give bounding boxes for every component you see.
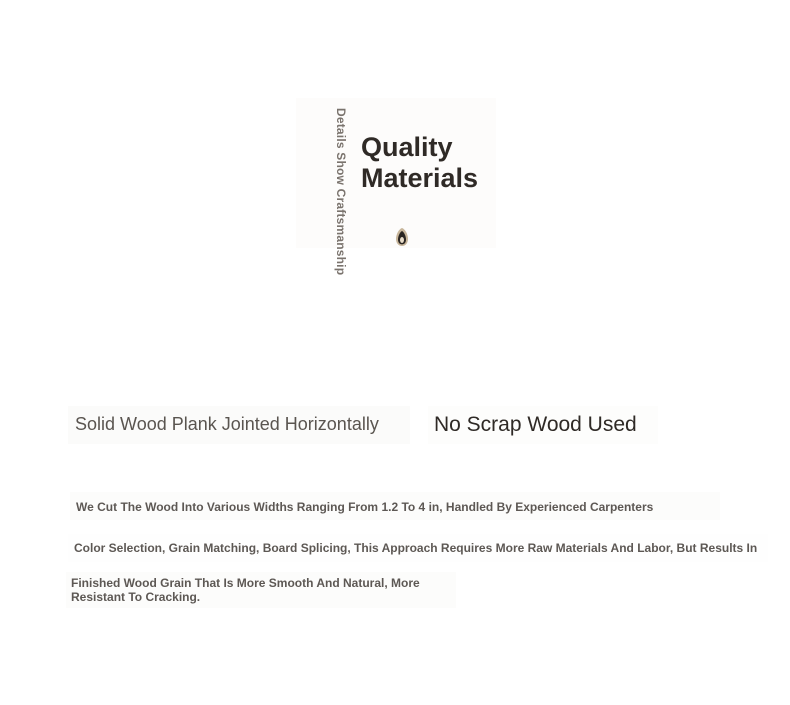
vertical-caption: Details Show Craftsmanship [334,108,348,276]
description-line-2 [68,534,768,562]
feature-tab-solid-wood-plank[interactable] [68,406,410,444]
feature-tab-no-scrap-wood[interactable] [428,406,658,444]
description-text: We Cut The Wood Into Various Widths Ranging From 1.2 To 4 in, Handled By Experienced Carpenters [76,500,654,514]
wood-knot-icon [394,227,410,247]
feature-tab-label: Solid Wood Plank Jointed Horizontally [75,414,379,434]
page-title: Quality Materials [361,132,479,193]
description-line-3 [66,572,456,608]
description-text: Finished Wood Grain That Is More Smooth And Natural, More Resistant To Cracking. [71,576,420,604]
description-text: Color Selection, Grain Matching, Board Splicing, This Approach Requires More Raw Materials And Labor, But Results In [74,541,758,555]
feature-tab-label: No Scrap Wood Used [434,413,637,436]
description-line-1 [70,492,720,520]
